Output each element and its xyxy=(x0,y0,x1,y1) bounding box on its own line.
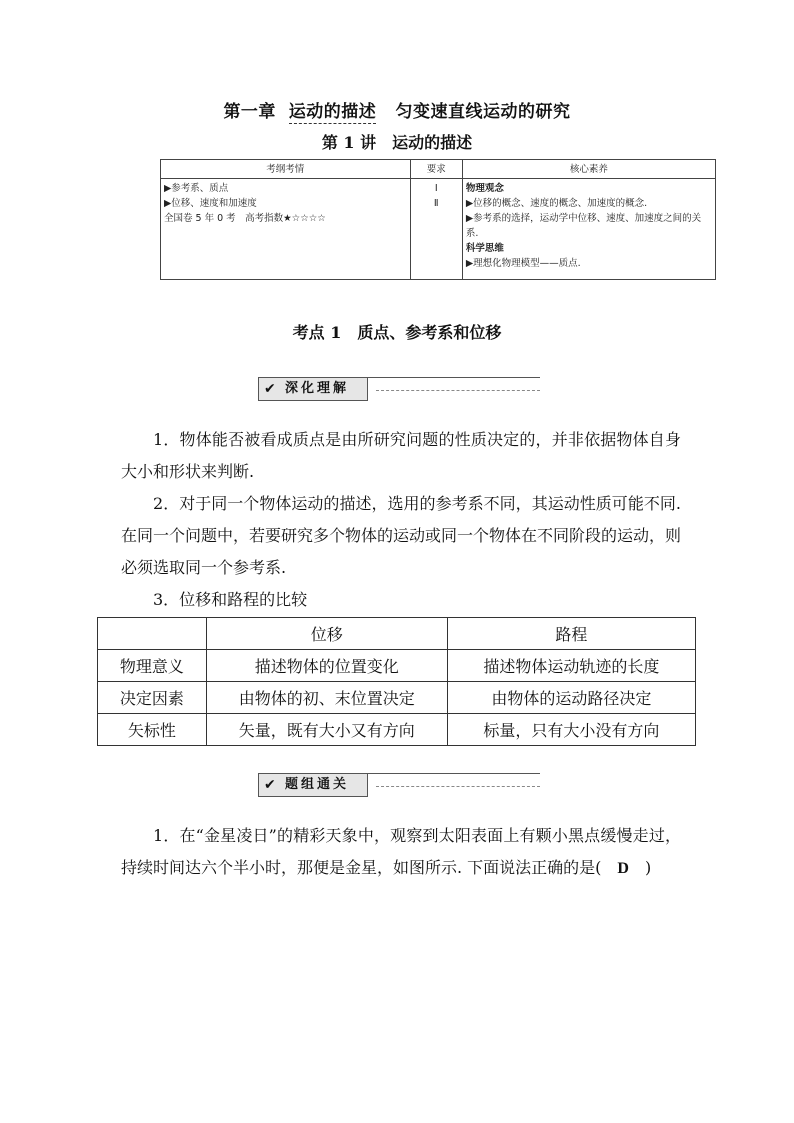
cmp-cell: 由物体的运动路径决定 xyxy=(447,682,695,714)
kaodian-title: 考点 1 质点、参考系和位移 xyxy=(292,323,502,342)
req-outline-line: 全国卷 5 年 0 考 高考指数★☆☆☆☆ xyxy=(164,213,326,224)
banner-label: 题组通关 xyxy=(285,777,350,792)
question-block xyxy=(121,820,681,885)
banner-box xyxy=(258,377,368,401)
question-text: 1．在“金星凌日”的精彩天象中，观察到太阳表面上有颗小黑点缓慢走过，持续时间达六个半小时，那便是金星，如图所示. 下面说法正确的是( xyxy=(121,826,681,877)
req-header-level: 要求 xyxy=(410,160,462,179)
cmp-header-displacement: 位移 xyxy=(206,618,447,650)
banner-dash-line xyxy=(376,390,540,391)
requirements-table xyxy=(160,159,716,280)
banner-top-line xyxy=(366,377,540,378)
cmp-cell: 矢标性 xyxy=(98,714,207,746)
literacy-line: ▶位移的概念、速度的概念、加速度的概念. xyxy=(465,198,648,209)
table-row xyxy=(98,618,696,650)
req-header-literacy: 核心素养 xyxy=(462,160,715,179)
cmp-cell: 决定因素 xyxy=(98,682,207,714)
check-icon: ✔ xyxy=(264,381,276,397)
chapter-prefix: 第一章 xyxy=(223,102,276,122)
cmp-cell: 由物体的初、末位置决定 xyxy=(206,682,447,714)
literacy-line: ▶参考系的选择，运动学中位移、速度、加速度之间的关系. xyxy=(465,213,702,239)
lecture-title: 第 1 讲 运动的描述 xyxy=(321,133,473,152)
explanation-paragraphs xyxy=(121,424,681,616)
req-level-1: Ⅰ xyxy=(434,183,438,194)
comparison-table xyxy=(97,617,696,746)
literacy-line: ▶理想化物理模型——质点. xyxy=(465,258,581,269)
banner-dash-line xyxy=(376,786,540,787)
table-row xyxy=(98,650,696,682)
req-outline-line: ▶参考系、质点 xyxy=(164,183,229,194)
chapter-title-part1: 运动的描述 xyxy=(288,102,377,122)
chapter-title xyxy=(0,97,794,122)
section-banner-practice xyxy=(258,773,540,797)
question-close: ) xyxy=(644,858,652,877)
check-icon: ✔ xyxy=(264,777,276,793)
table-row xyxy=(98,682,696,714)
req-level-cell xyxy=(410,179,462,280)
cmp-cell: 物理意义 xyxy=(98,650,207,682)
cmp-header-empty xyxy=(98,618,207,650)
literacy-heading-thinking: 科学思维 xyxy=(465,243,504,254)
cmp-cell: 标量，只有大小没有方向 xyxy=(447,714,695,746)
cmp-cell: 描述物体的位置变化 xyxy=(206,650,447,682)
cmp-header-distance: 路程 xyxy=(447,618,695,650)
req-outline-cell xyxy=(161,179,411,280)
banner-label: 深化理解 xyxy=(285,381,350,396)
cmp-cell: 描述物体运动轨迹的长度 xyxy=(447,650,695,682)
banner-top-line xyxy=(366,773,540,774)
req-outline-line: ▶位移、速度和加速度 xyxy=(164,198,257,209)
literacy-heading-concept: 物理观念 xyxy=(465,183,504,194)
section-banner-deepen xyxy=(258,377,540,401)
req-level-2: Ⅱ xyxy=(433,198,439,209)
req-literacy-cell xyxy=(462,179,715,280)
cmp-cell: 矢量，既有大小又有方向 xyxy=(206,714,447,746)
question-1 xyxy=(121,820,681,885)
chapter-title-part2: 匀变速直线运动的研究 xyxy=(395,102,571,122)
paragraph-2: 2．对于同一个物体运动的描述，选用的参考系不同，其运动性质可能不同. 在同一个问题中，若要研究多个物体的运动或同一个物体在不同阶段的运动，则必须选取同一个参考系. xyxy=(121,494,682,577)
table-row xyxy=(98,714,696,746)
paragraph-1: 1．物体能否被看成质点是由所研究问题的性质决定的，并非依据物体自身大小和形状来判断. xyxy=(121,430,681,481)
paragraph-3: 3．位移和路程的比较 xyxy=(153,590,308,609)
banner-box xyxy=(258,773,368,797)
question-answer: D xyxy=(617,860,629,877)
req-header-outline: 考纲考情 xyxy=(161,160,411,179)
